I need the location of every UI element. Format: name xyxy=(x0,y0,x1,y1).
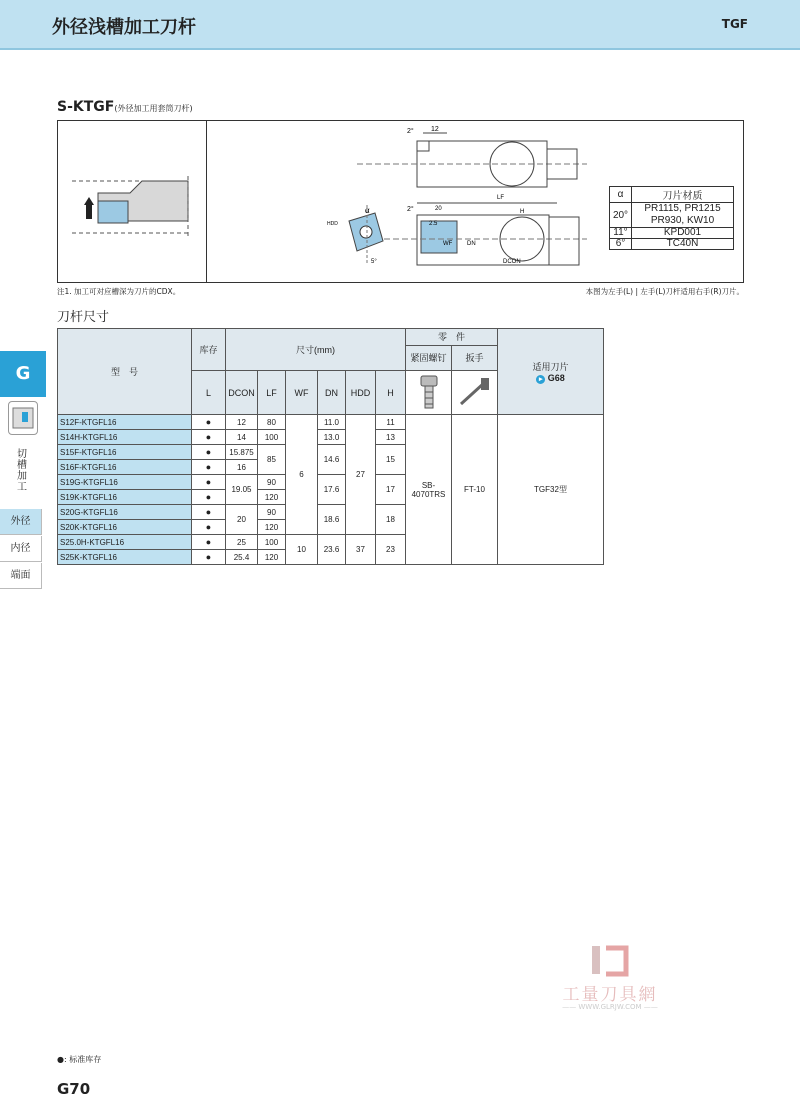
col-insert xyxy=(498,329,604,415)
table-row-model: S20G-KTGFL16 xyxy=(58,505,192,520)
hdd-cell: 37 xyxy=(346,535,376,565)
lf-cell: 85 xyxy=(258,445,286,475)
table-row-model: S20K-KTGFL16 xyxy=(58,520,192,535)
h-label: H xyxy=(520,209,525,215)
watermark xyxy=(540,940,680,1020)
table-row-model: S19G-KTGFL16 xyxy=(58,475,192,490)
section-subtitle: (外径加工用套筒刀杆) xyxy=(114,104,193,113)
watermark-url: —— WWW.GLRJW.COM —— xyxy=(562,1003,658,1011)
dcon-cell: 15.875 xyxy=(226,445,258,460)
category-label: 切槽加工 xyxy=(17,449,27,493)
screw-cell: SB-4070TRS xyxy=(406,415,452,565)
dim-12-label: 12 xyxy=(431,126,439,133)
dcon-cell: 19.05 xyxy=(226,475,258,505)
col-screw: 紧固螺钉 xyxy=(406,346,452,370)
material-alpha-20: 20° xyxy=(610,203,632,228)
dn-cell: 23.6 xyxy=(318,535,346,565)
usage-illustration xyxy=(58,121,206,284)
sidebar-item-outer[interactable]: 外径 xyxy=(0,509,42,535)
col-parts: 零 件 紧固螺钉 扳手 xyxy=(406,329,498,371)
dcon-cell: 16 xyxy=(226,460,258,475)
table-row-model: S15F-KTGFL16 xyxy=(58,445,192,460)
material-alpha-6: 6° xyxy=(610,239,632,250)
col-wrench: 扳手 xyxy=(465,353,484,363)
h-cell: 11 xyxy=(376,415,406,430)
grooving-icon xyxy=(8,401,38,435)
material-grade-11: KPD001 xyxy=(632,228,734,239)
table-row-model: S25.0H-KTGFL16 xyxy=(58,535,192,550)
page-header xyxy=(0,0,800,50)
lf-cell: 100 xyxy=(258,430,286,445)
stock-dot: ● xyxy=(192,520,226,535)
dn-cell: 14.6 xyxy=(318,445,346,475)
lf-label: LF xyxy=(497,195,505,201)
insert-cell: TGF32型 xyxy=(498,415,604,565)
stock-dot: ● xyxy=(192,430,226,445)
insert-ref: ▸ G68 xyxy=(498,373,603,384)
col-h: H xyxy=(376,371,406,415)
col-dimensions: 尺寸(mm) xyxy=(226,329,406,371)
spec-table xyxy=(57,328,604,565)
stock-dot: ● xyxy=(192,490,226,505)
screw-icon xyxy=(414,372,444,412)
lf-cell: 80 xyxy=(258,415,286,430)
dcon-cell: 25 xyxy=(226,535,258,550)
material-grade-20: PR1115, PR1215 PR930, KW10 xyxy=(632,203,734,228)
col-hdd: HDD xyxy=(346,371,376,415)
col-dn: DN xyxy=(318,371,346,415)
h-cell: 17 xyxy=(376,475,406,505)
dcon-cell: 25.4 xyxy=(226,550,258,565)
material-alpha-11: 11° xyxy=(610,228,632,239)
stock-dot: ● xyxy=(192,460,226,475)
wf-label: WF xyxy=(443,241,453,247)
dn-cell: 11.0 xyxy=(318,415,346,430)
deg-2-top-label: 2° xyxy=(407,128,414,135)
dcon-cell: 20 xyxy=(226,505,258,535)
grooving-tool-icon xyxy=(9,402,37,434)
sidebar-item-inner[interactable]: 内径 xyxy=(0,536,42,562)
material-header-alpha: α xyxy=(610,187,632,203)
col-wf: WF xyxy=(286,371,318,415)
hdd-cell: 27 xyxy=(346,415,376,535)
col-model: 型 号 xyxy=(58,329,192,415)
stock-dot: ● xyxy=(192,550,226,565)
deg-5-label: 5° xyxy=(371,259,377,265)
wf-cell: 10 xyxy=(286,535,318,565)
lf-cell: 120 xyxy=(258,490,286,505)
material-table xyxy=(609,186,734,250)
section-name: S-KTGF xyxy=(57,99,115,115)
dim-2-5-label: 2.5 xyxy=(429,221,438,227)
dn-cell: 18.6 xyxy=(318,505,346,535)
material-header-grade: 刀片材质 xyxy=(632,187,734,203)
deg-2-bottom-label: 2° xyxy=(407,206,414,213)
lf-cell: 90 xyxy=(258,505,286,520)
arrow-circle-icon: ▸ xyxy=(536,375,545,384)
dcon-cell: 12 xyxy=(226,415,258,430)
stock-dot: ● xyxy=(192,535,226,550)
dn-cell: 13.0 xyxy=(318,430,346,445)
wrench-icon xyxy=(455,372,495,412)
dn-cell: 17.6 xyxy=(318,475,346,505)
sidebar-item-face[interactable]: 端面 xyxy=(0,563,42,589)
table-row-model: S19K-KTGFL16 xyxy=(58,490,192,505)
section-title xyxy=(57,99,193,115)
lf-cell: 90 xyxy=(258,475,286,490)
h-cell: 23 xyxy=(376,535,406,565)
dcon-cell: 14 xyxy=(226,430,258,445)
lf-cell: 120 xyxy=(258,550,286,565)
screw-image xyxy=(406,371,452,415)
stock-dot: ● xyxy=(192,475,226,490)
dn-label: DN xyxy=(467,241,476,247)
note-right: 本图为左手(L) | 左手(L)刀杆适用右手(R)刀片。 xyxy=(585,287,744,296)
h-cell: 18 xyxy=(376,505,406,535)
table-row-model: S12F-KTGFL16 xyxy=(58,415,192,430)
col-lf: LF xyxy=(258,371,286,415)
drawing-box xyxy=(57,120,744,283)
hdd-label: HDD xyxy=(327,221,338,227)
page-number: G70 xyxy=(57,1080,91,1098)
section-tab-g[interactable]: G xyxy=(0,351,46,397)
col-dcon: DCON xyxy=(226,371,258,415)
stock-dot: ● xyxy=(192,505,226,520)
alpha-label: α xyxy=(365,206,370,215)
table-row-model: S25K-KTGFL16 xyxy=(58,550,192,565)
lf-cell: 100 xyxy=(258,535,286,550)
page-title: 外径浅槽加工刀杆 xyxy=(52,17,196,38)
legend: ●: 标准库存 xyxy=(57,1055,102,1064)
col-L: L xyxy=(192,371,226,415)
dim-20-label: 20 xyxy=(435,206,442,212)
stock-dot: ● xyxy=(192,445,226,460)
wf-cell: 6 xyxy=(286,415,318,535)
stock-dot: ● xyxy=(192,415,226,430)
note-left: 注1. 加工可对应槽深为刀片的CDX。 xyxy=(57,287,181,296)
material-grade-6: TC40N xyxy=(632,239,734,250)
insert-header-label: 适用刀片 xyxy=(532,361,569,372)
dcon-label: DCON xyxy=(503,259,521,265)
wrench-image xyxy=(452,371,498,415)
h-cell: 13 xyxy=(376,430,406,445)
table-title: 刀杆尺寸 xyxy=(57,310,110,325)
col-stock: 库存 xyxy=(192,329,226,371)
wrench-cell: FT-10 xyxy=(452,415,498,565)
watermark-logo-icon xyxy=(590,944,630,978)
h-cell: 15 xyxy=(376,445,406,475)
table-row-model: S16F-KTGFL16 xyxy=(58,460,192,475)
lf-cell: 120 xyxy=(258,520,286,535)
watermark-text: 工量刀具網 xyxy=(562,985,658,1005)
series-code: TGF xyxy=(721,17,748,31)
table-row-model: S14H-KTGFL16 xyxy=(58,430,192,445)
